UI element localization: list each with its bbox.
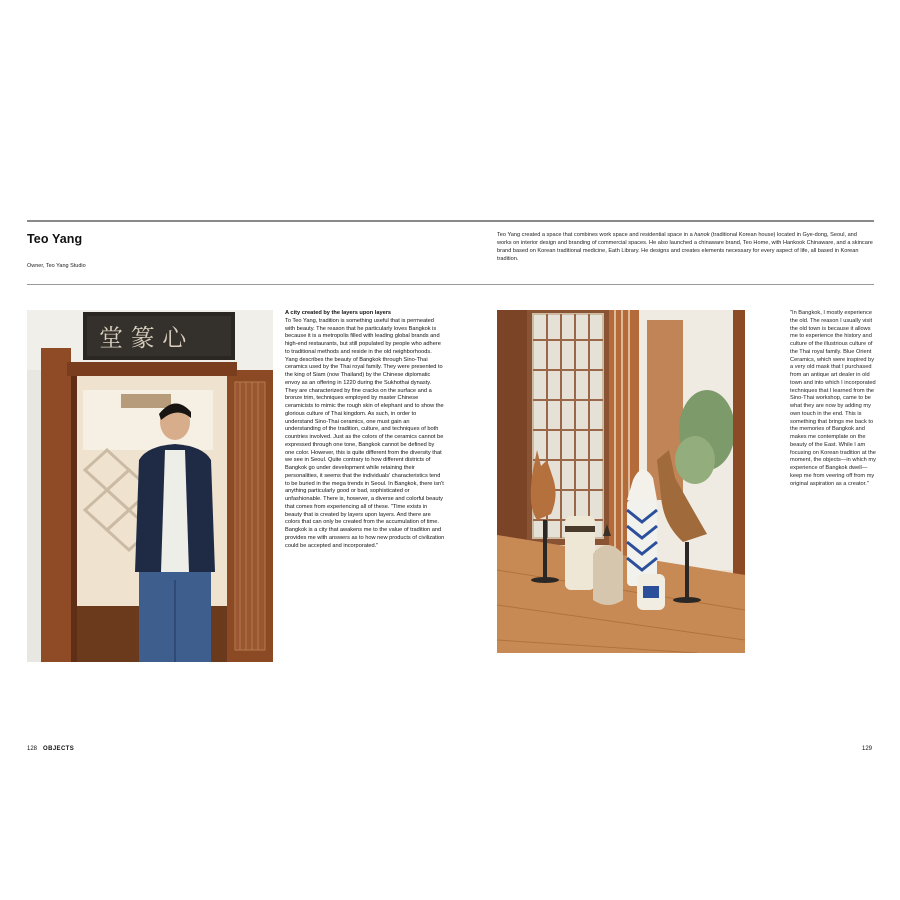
page-number-left: 128: [27, 746, 38, 752]
article-heading: A city created by the layers upon layers: [285, 310, 392, 316]
pull-quote: "In Bangkok, I mostly experience the old. The reason I usually visit the old town is because it allows me to experience the history and culture of the illustrious culture of the Thai royal family. Blue Orient Ceramics, which were inspired by a very old mask that I purchased from an antique art dealer in old town and into which I incorporated techniques that I learned from the Sino-Thai workshop, came to be what they are now by adding my own touch in the end. This is something that brings me back to the memories of Bangkok and makes me contemplate on the beauty of the East. While I am focusing on Korean tradition at the moment, the objects—in which my experience of Bangkok dwell—keep me from veering off from my original aspiration as a creator.": [790, 310, 876, 487]
article-column: [285, 310, 445, 550]
page-number-right: 129: [862, 746, 873, 752]
folio-left: [27, 746, 74, 752]
portrait-illustration: [27, 310, 273, 662]
intro-italic-term: hanok: [694, 232, 710, 238]
svg-text:堂 篆 心: 堂 篆 心: [99, 324, 187, 352]
header-top-rule: [27, 220, 874, 222]
profile-name: Teo Yang: [27, 232, 83, 246]
intro-text-start: Teo Yang created a space that combines work space and residential space in a: [497, 232, 695, 238]
intro-paragraph: [497, 231, 873, 263]
article-body: To Teo Yang, tradition is something useful that is permeated with beauty. The reason that he particularly loves Bangkok is because it is a metropolis filled with leading global brands and high-end restaurants, but still populated by people who adhere to traditional methods and reside in the old neighborhoods. Yang describes the beauty of Bangkok through Sino-Thai ceramics used by the Thai royal family. They were presented to the king of Siam (now Thailand) by the Chinese diplomatic envoy as an offering in 1220 during the Sukhothai dynasty. They are characterized by fine cracks on the surface and a bronze trim, techniques employed by master Chinese ceramicists to mimic the rough skin of elephant and to show the glorious culture of Thai kingdom. As such, in order to understand Sino-Thai ceramics, one must gain an understanding of the tradition, culture, and techniques of both countries involved. Just as the colors of the ceramics cannot be expressed through one tone, Bangkok cannot be defined by one color. However, this is quite different from the diversity that we see in Seoul. Quite contrary to how different districts of Bangkok go under development while retaining their personalities, it seems that the individuals' characteristics tend to be buried in the mega trends in Seoul. In Bangkok, there isn't anything particularly good or bad, sophisticated or unfashionable. There is, however, a diverse and colorful beauty that comes from experiencing all of these. "Time exists in beauty that is created by layers upon layers. And there are colors that can only be created from the accumulation of time. Bangkok is a city that awakens me to the value of tradition and provides me with answers as to how new products of civilization could be accepted and incorporated.": [285, 317, 445, 549]
objects-illustration: [497, 310, 745, 653]
section-label: OBJECTS: [43, 746, 75, 752]
intro-text-end: (traditional Korean house) located in Gye-dong, Seoul, and works on interior design and branding of commercial spaces. He also launched a chinaware brand, Teo Home, with Hankook Chinaware, and a skincare brand based on Korean traditional medicine, Eath Library. He designs and creates elements necessary for every aspect of life, all based in Korean tradition.: [497, 232, 873, 262]
profile-role: Owner, Teo Yang Studio: [27, 263, 86, 269]
portrait-photo: [27, 310, 273, 662]
objects-photo: [497, 310, 745, 653]
header-bottom-rule: [27, 284, 874, 285]
